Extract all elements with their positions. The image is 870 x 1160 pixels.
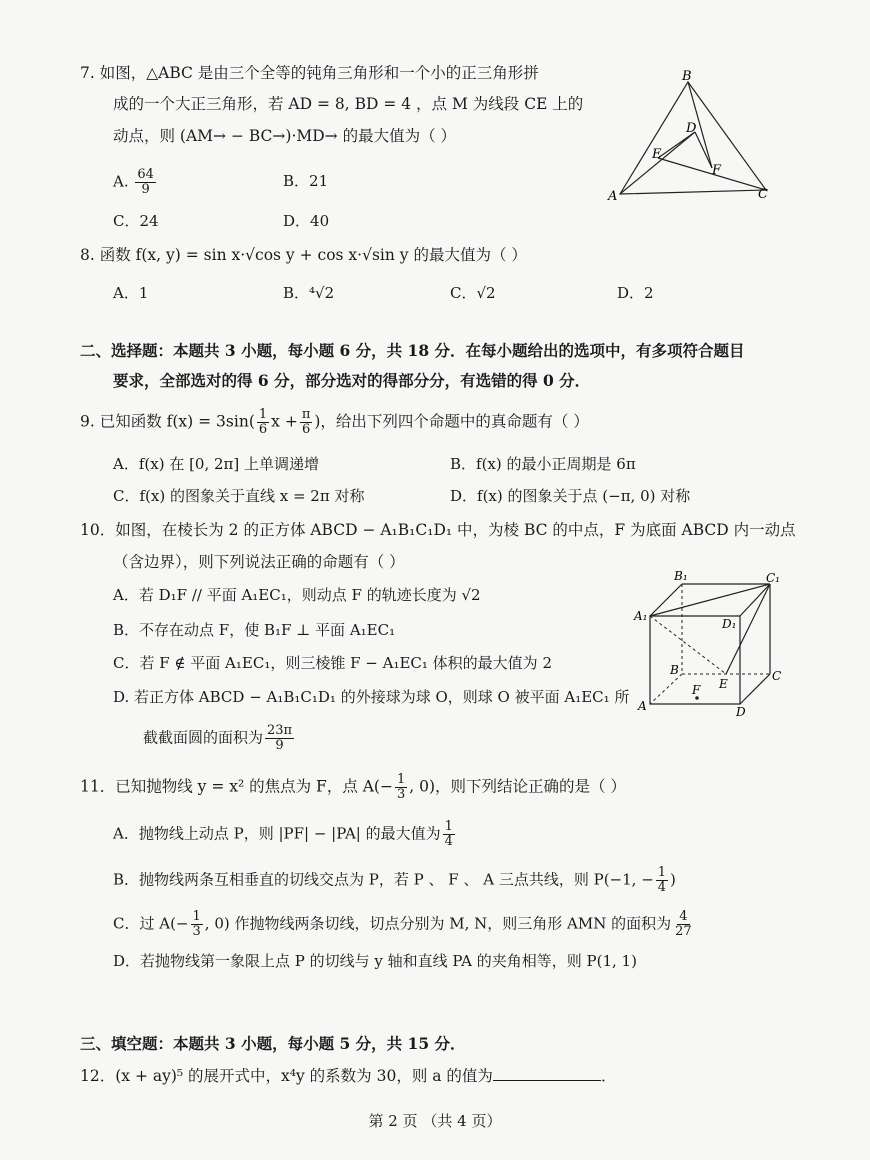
q7-option-a-den: 9	[141, 182, 150, 197]
q10-hidden-ba	[650, 674, 682, 704]
q9-stem-pre: 9. 已知函数 f(x) = 3sin(	[80, 412, 255, 431]
q10-label-b: B	[670, 663, 679, 677]
q7-triangle-figure	[600, 70, 780, 210]
q7-option-a-label: A.	[113, 172, 129, 191]
q10-segment-a1c1	[650, 584, 770, 616]
q11-option-b-fraction	[656, 866, 668, 895]
q12-stem-text: 12．(x + ay)⁵ 的展开式中，x⁴y 的系数为 30，则 a 的值为	[80, 1067, 493, 1085]
q12-stem	[80, 1065, 616, 1087]
q11-option-a-den: 4	[444, 834, 453, 849]
q7-option-a-fraction	[135, 168, 156, 197]
q7-label-e: E	[652, 147, 662, 162]
q11-option-c-den2: 27	[675, 924, 692, 939]
q9-frac1-den: 6	[258, 422, 268, 437]
q10-option-d-den: 9	[275, 738, 284, 753]
q11-stem-post: , 0)，则下列结论正确的是（ ）	[409, 777, 626, 796]
q7-option-a	[113, 168, 158, 197]
q9-stem	[80, 408, 589, 437]
q7-option-a-num: 64	[137, 167, 154, 182]
q9-stem-post: )，给出下列四个命题中的真命题有（ ）	[314, 412, 589, 431]
q11-stem-fraction	[395, 773, 407, 802]
q7-label-f: F	[712, 163, 722, 178]
section2-heading-cont: 要求，全部选对的得 6 分，部分选对的得部分分，有选错的得 0 分．	[113, 371, 591, 390]
section2-heading: 二、选择题：本题共 3 小题，每小题 6 分，共 18 分．在每小题给出的选项中，有多项符合题目	[80, 341, 745, 360]
q7-label-b: B	[682, 70, 692, 84]
q7-option-b: B．21	[283, 172, 329, 190]
q10-option-b: B．不存在动点 F，使 B₁F ⊥ 平面 A₁EC₁	[113, 621, 396, 639]
q10-stem: 10．如图，在棱长为 2 的正方体 ABCD − A₁B₁C₁D₁ 中，为棱 BC 的中点，F 为底面 ABCD 内一动点	[80, 521, 796, 539]
q10-label-b1: B₁	[674, 569, 688, 583]
q11-option-c-fraction1	[191, 910, 203, 939]
q9-frac2-num: π	[301, 407, 311, 422]
q7-label-c: C	[758, 187, 768, 202]
q11-stem-pre: 11．已知抛物线 y = x² 的焦点为 F，点 A(−	[80, 777, 393, 796]
q11-option-c	[113, 910, 696, 939]
q8-stem: 8. 函数 f(x, y) = sin x·√cos y + cos x·√sin y 的最大值为（ ）	[80, 246, 527, 264]
q10-label-e: E	[719, 677, 728, 691]
q11-stem-num: 1	[396, 772, 406, 787]
q10-stem-cont: （含边界），则下列说法正确的命题有（ ）	[113, 553, 405, 571]
q10-label-a1: A₁	[634, 609, 648, 623]
q9-frac2	[300, 408, 313, 437]
q11-option-a-num: 1	[444, 819, 453, 834]
q9-frac1-num: 1	[258, 407, 268, 422]
q11-option-a-text: A．抛物线上动点 P，则 |PF| − |PA| 的最大值为	[113, 824, 441, 843]
q11-stem-den: 3	[396, 787, 406, 802]
q9-stem-mid: x +	[271, 412, 298, 431]
q10-edge-cd	[740, 674, 770, 704]
q9-frac1	[257, 408, 269, 437]
q12-answer-blank[interactable]	[493, 1066, 601, 1081]
q11-option-a-fraction	[443, 820, 455, 849]
q11-option-b-text: B．抛物线两条互相垂直的切线交点为 P，若 P 、 F 、 A 三点共线，则 P(−1, −	[113, 870, 654, 889]
q10-option-d: D. 若正方体 ABCD − A₁B₁C₁D₁ 的外接球为球 O，则球 O 被平面 A₁EC₁ 所	[113, 688, 630, 706]
q11-option-b-den: 4	[657, 880, 667, 895]
q7-segment-ad	[620, 132, 695, 194]
q10-option-c: C．若 F ∉ 平面 A₁EC₁，则三棱锥 F − A₁EC₁ 体积的最大值为 2	[113, 654, 552, 672]
section3-heading: 三、填空题：本题共 3 小题，每小题 5 分，共 15 分．	[80, 1034, 466, 1053]
q8-option-a: A．1	[113, 284, 149, 302]
q11-option-d: D．若抛物线第一象限上点 P 的切线与 y 轴和直线 PA 的夹角相等，则 P(1, 1)	[113, 952, 637, 970]
q7-line1: 7. 如图，△ABC 是由三个全等的钝角三角形和一个小的正三角形拼	[80, 64, 539, 82]
q8-option-c: C．√2	[450, 284, 496, 302]
q8-option-b: B．⁴√2	[283, 284, 335, 302]
q11-option-c-pre: C．过 A(−	[113, 914, 189, 933]
q10-cube-figure	[630, 568, 790, 718]
q10-label-d: D	[736, 705, 746, 718]
q11-option-b	[113, 866, 676, 895]
q7-option-d: D．40	[283, 212, 330, 230]
q9-option-c: C．f(x) 的图象关于直线 x = 2π 对称	[113, 487, 365, 505]
q10-label-a: A	[638, 699, 647, 713]
q10-label-c1: C₁	[766, 571, 780, 585]
q10-option-d-num: 23π	[267, 723, 293, 738]
q11-option-b-post: )	[670, 870, 676, 889]
q10-option-d-cont	[143, 724, 296, 753]
q12-stem-end: ．	[600, 1067, 617, 1085]
q11-option-a	[113, 820, 457, 849]
q9-option-b: B．f(x) 的最小正周期是 6π	[450, 455, 636, 473]
q7-option-c: C．24	[113, 212, 159, 230]
q8-option-d: D．2	[617, 284, 654, 302]
q10-option-d-cont-text: 截截面圆的面积为	[143, 728, 264, 747]
q10-label-c: C	[772, 669, 782, 683]
q11-option-c-num1: 1	[192, 909, 201, 924]
q10-hidden-a1e	[650, 616, 726, 674]
q7-line2: 成的一个大正三角形，若 AD = 8, BD = 4 ，点 M 为线段 CE 上的	[113, 95, 584, 113]
q11-option-c-num2: 4	[679, 909, 688, 924]
q9-frac2-den: 6	[301, 422, 311, 437]
q9-option-a: A．f(x) 在 [0, 2π] 上单调递增	[113, 455, 320, 473]
q11-stem	[80, 773, 626, 802]
page-footer: 第 2 页 （共 4 页）	[368, 1112, 502, 1130]
q9-option-d: D．f(x) 的图象关于点 (−π, 0) 对称	[450, 487, 691, 505]
q7-label-d: D	[686, 121, 697, 136]
q10-label-d1: D₁	[722, 617, 737, 631]
q11-option-c-text: , 0) 作抛物线两条切线，切点分别为 M, N，则三角形 AMN 的面积为	[204, 914, 672, 933]
q7-label-a: A	[608, 189, 618, 204]
q11-option-c-den1: 3	[192, 924, 201, 939]
q11-option-c-fraction2	[673, 910, 694, 939]
q10-option-d-fraction	[265, 724, 294, 753]
q10-edge-c1d1	[740, 584, 770, 616]
q10-label-f: F	[692, 683, 701, 697]
q7-line3: 动点，则 (AM→ − BC→)·MD→ 的最大值为（ ）	[113, 127, 457, 145]
q10-option-a: A．若 D₁F // 平面 A₁EC₁，则动点 F 的轨迹长度为 √2	[113, 586, 481, 604]
q11-option-b-num: 1	[657, 865, 667, 880]
